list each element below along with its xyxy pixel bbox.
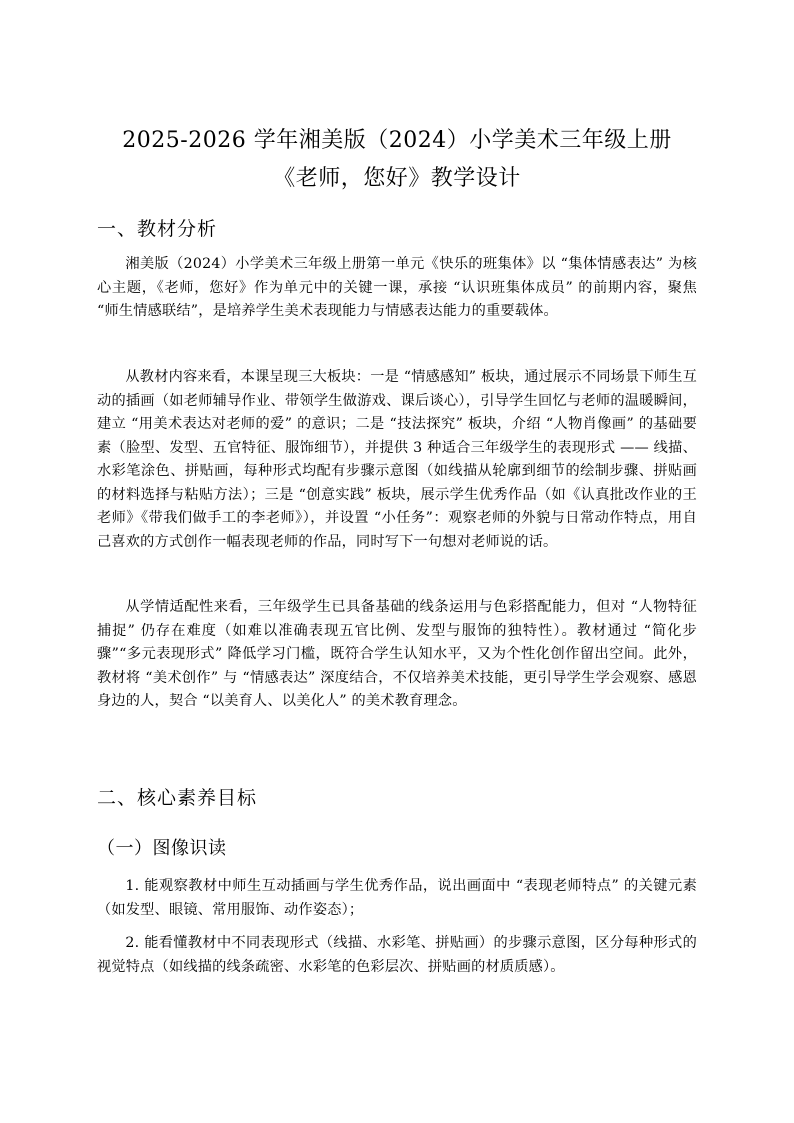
list-item-goal-2: 2. 能看懂教材中不同表现形式（线描、水彩笔、拼贴画）的步骤示意图，区分每种形式的视觉特点（如线描的线条疏密、水彩笔的色彩层次、拼贴画的材质质感）。: [97, 935, 697, 975]
paragraph-textbook-overview: 湘美版（2024）小学美术三年级上册第一单元《快乐的班集体》以 “集体情感表达” 为核心主题，《老师，您好》作为单元中的关键一课，承接 “认识班集体成员” 的前期内容，聚焦 “师生情感联结”，是培养学生美术表现能力与情感表达能力的重要载体。: [97, 256, 698, 319]
paragraph-learner-fit: 从学情适配性来看，三年级学生已具备基础的线条运用与色彩搭配能力，但对 “人物特征捕捉” 仍存在难度（如难以准确表现五官比例、发型与服饰的独特性）。教材通过 “简化步骤”“多元表现形式” 降低学习门槛，既符合学生认知水平，又为个性化创作留出空间。此外，教材将 “美术创作” 与 “情感表达” 深度结合，不仅培养美术技能，更引导学生学会观察、感恩身边的人，契合 “以美育人、以美化人” 的美术教育理念。: [97, 599, 698, 709]
subsection-heading-image-reading: （一）图像识读: [97, 838, 227, 859]
paragraph-textbook-content: 从教材内容来看，本课呈现三大板块：一是 “情感感知” 板块，通过展示不同场景下师生互动的插画（如老师辅导作业、带领学生做游戏、课后谈心），引导学生回忆与老师的温暖瞬间，建立 “用美术表达对老师的爱” 的意识；二是 “技法探究” 板块，介绍 “人物肖像画” 的基础要素（脸型、发型、五官特征、服饰细节），并提供 3 种适合三年级学生的表现形式 —— 线描、水彩笔涂色、拼贴画，每种形式均配有步骤示意图（如线描从轮廓到细节的绘制步骤、拼贴画的材料选择与粘贴方法）；三是 “创意实践” 板块，展示学生优秀作品（如《认真批改作业的王老师》《带我们做手工的李老师》），并设置 “小任务”：观察老师的外貌与日常动作特点，用自己喜欢的方式创作一幅表现老师的作品，同时写下一句想对老师说的话。: [97, 369, 697, 550]
section-heading-core-literacy: 二、核心素养目标: [97, 787, 258, 809]
section-heading-textbook-analysis: 一、教材分析: [97, 218, 218, 240]
document-title-line-1: 2025-2026 学年湘美版（2024）小学美术三年级上册: [122, 128, 672, 153]
document-title-line-2: 《老师，您好》教学设计: [273, 166, 521, 191]
list-item-goal-1: 1. 能观察教材中师生互动插画与学生优秀作品，说出画面中 “表现老师特点” 的关键元素（如发型、眼镜、常用服饰、动作姿态）；: [97, 878, 697, 918]
